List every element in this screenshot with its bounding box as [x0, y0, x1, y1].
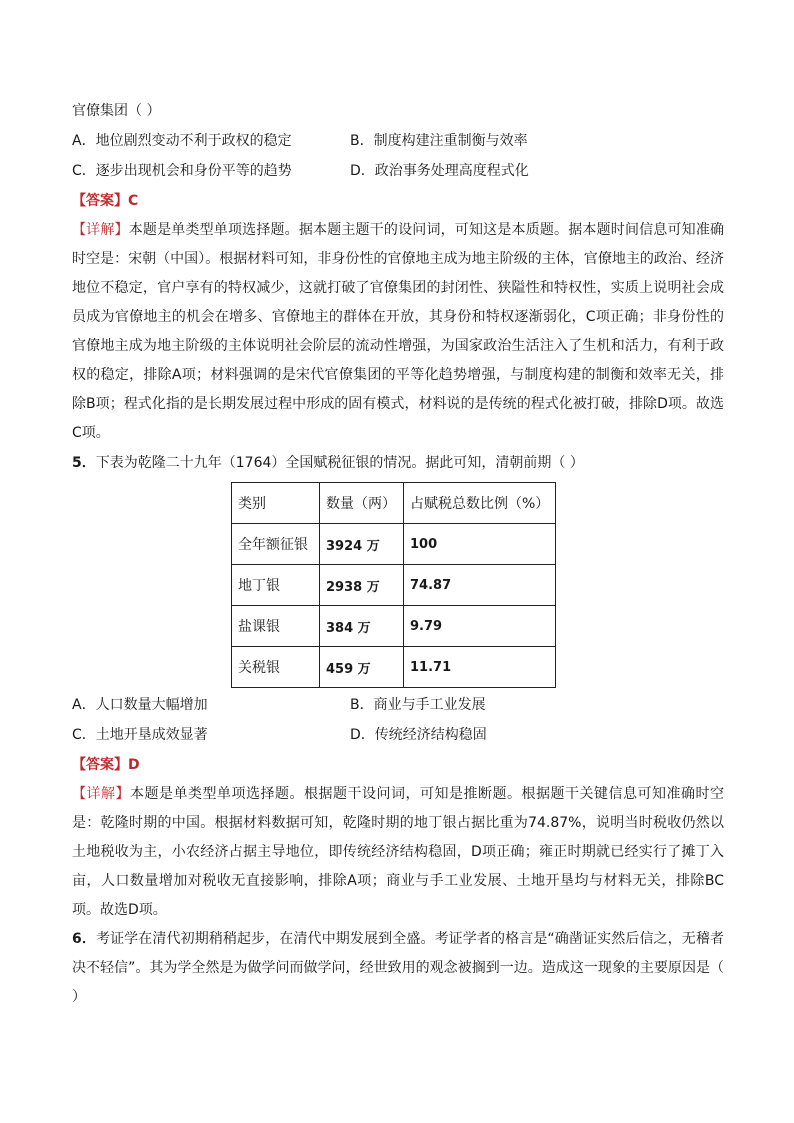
q5-option-a: A．人口数量大幅增加: [72, 697, 208, 713]
table-row: [232, 565, 556, 606]
q6-stem: [72, 925, 724, 1012]
table-cell: 2938 万: [320, 565, 404, 606]
table-cell: 盐课银: [232, 606, 320, 647]
q4-option-a: A．地位剧烈变动不利于政权的稳定: [72, 133, 292, 149]
table-cell: 全年额征银: [232, 524, 320, 565]
q4-detail: [72, 216, 724, 448]
table-header-cell: 类别: [232, 483, 320, 524]
q6-number: 6．: [72, 931, 96, 947]
table-cell: 74.87: [404, 565, 556, 606]
q4-options-row-2: [72, 156, 724, 186]
table-header-row: [232, 483, 556, 524]
q4-option-c: C．逐步出现机会和身份平等的趋势: [72, 163, 292, 179]
exam-page: [72, 96, 724, 1012]
q5-number: 5．: [72, 455, 96, 471]
table-cell: 9.79: [404, 606, 556, 647]
q4-options-row-1: [72, 126, 724, 156]
q4-answer-label: 【答案】: [72, 193, 128, 209]
q6-stem-text: 考证学在清代初期稍稍起步，在清代中期发展到全盛。考证学者的格言是“确凿证实然后信之，无稽者决不轻信”。其为学全然是为做学问而做学问，经世致用的观念被搁到一边。造成这一现象的主要原因是（ ）: [72, 931, 724, 1005]
q5-stem-text: 下表为乾隆二十九年（1764）全国赋税征银的情况。据此可知，清朝前期（ ）: [95, 455, 584, 471]
q5-answer-value: D: [128, 757, 140, 773]
table-cell: 11.71: [404, 647, 556, 688]
q4-detail-label: 【详解】: [72, 222, 129, 238]
q5-option-d: D．传统经济结构稳固: [350, 727, 487, 743]
q5-options-row-2: [72, 720, 724, 750]
q5-options-row-1: [72, 690, 724, 720]
q5-detail-label: 【详解】: [72, 786, 130, 802]
q4-answer: [72, 186, 724, 216]
q4-answer-value: C: [128, 193, 139, 209]
table-cell: 100: [404, 524, 556, 565]
q5-answer: [72, 750, 724, 780]
q4-stem-tail: 官僚集团（ ）: [72, 103, 161, 119]
table-row: [232, 606, 556, 647]
table-header-cell: 数量（两）: [320, 483, 404, 524]
q5-tax-table: [231, 482, 556, 688]
q5-option-c: C．土地开垦成效显著: [72, 727, 208, 743]
q5-answer-label: 【答案】: [72, 757, 128, 773]
table-cell: 关税银: [232, 647, 320, 688]
table-row: [232, 524, 556, 565]
table-row: [232, 647, 556, 688]
q4-detail-text: 本题是单类型单项选择题。据本题主题干的设问词，可知这是本质题。据本题时间信息可知准确时空是：宋朝（中国）。根据材料可知，非身份性的官僚地主成为地主阶级的主体，官僚地主的政治、经济地位不稳定，官户享有的特权减少，这就打破了官僚集团的封闭性、狭隘性和特权性，实质上说明社会成员成为官僚地主的机会在增多、官僚地主的群体在开放，其身份和特权逐渐弱化，C项正确；非身份性的官僚地主成为地主阶级的主体说明社会阶层的流动性增强，为国家政治生活注入了生机和活力，有利于政权的稳定，排除A项；材料强调的是宋代官僚集团的平等化趋势增强，与制度构建的制衡和效率无关，排除B项；程式化指的是长期发展过程中形成的固有模式，材料说的是传统的程式化被打破，排除D项。故选C项。: [72, 222, 725, 441]
q5-option-b: B．商业与手工业发展: [350, 697, 486, 713]
table-cell: 3924 万: [320, 524, 404, 565]
q5-detail: [72, 780, 724, 925]
table-cell: 459 万: [320, 647, 404, 688]
table-header-cell: 占赋税总数比例（%）: [404, 483, 556, 524]
table-cell: 384 万: [320, 606, 404, 647]
q4-option-b: B．制度构建注重制衡与效率: [350, 133, 528, 149]
table-cell: 地丁银: [232, 565, 320, 606]
q5-detail-text: 本题是单类型单项选择题。根据题干设问词，可知是推断题。根据题干关键信息可知准确时空是：乾隆时期的中国。根据材料数据可知，乾隆时期的地丁银占据比重为74.87%，说明当时税收仍然以土地税收为主，小农经济占据主导地位，即传统经济结构稳固，D项正确；雍正时期就已经实行了摊丁入亩，人口数量增加对税收无直接影响，排除A项；商业与手工业发展、土地开垦均与材料无关，排除BC项。故选D项。: [72, 786, 724, 918]
q4-option-d: D．政治事务处理高度程式化: [350, 163, 529, 179]
q5-stem: [72, 448, 724, 478]
